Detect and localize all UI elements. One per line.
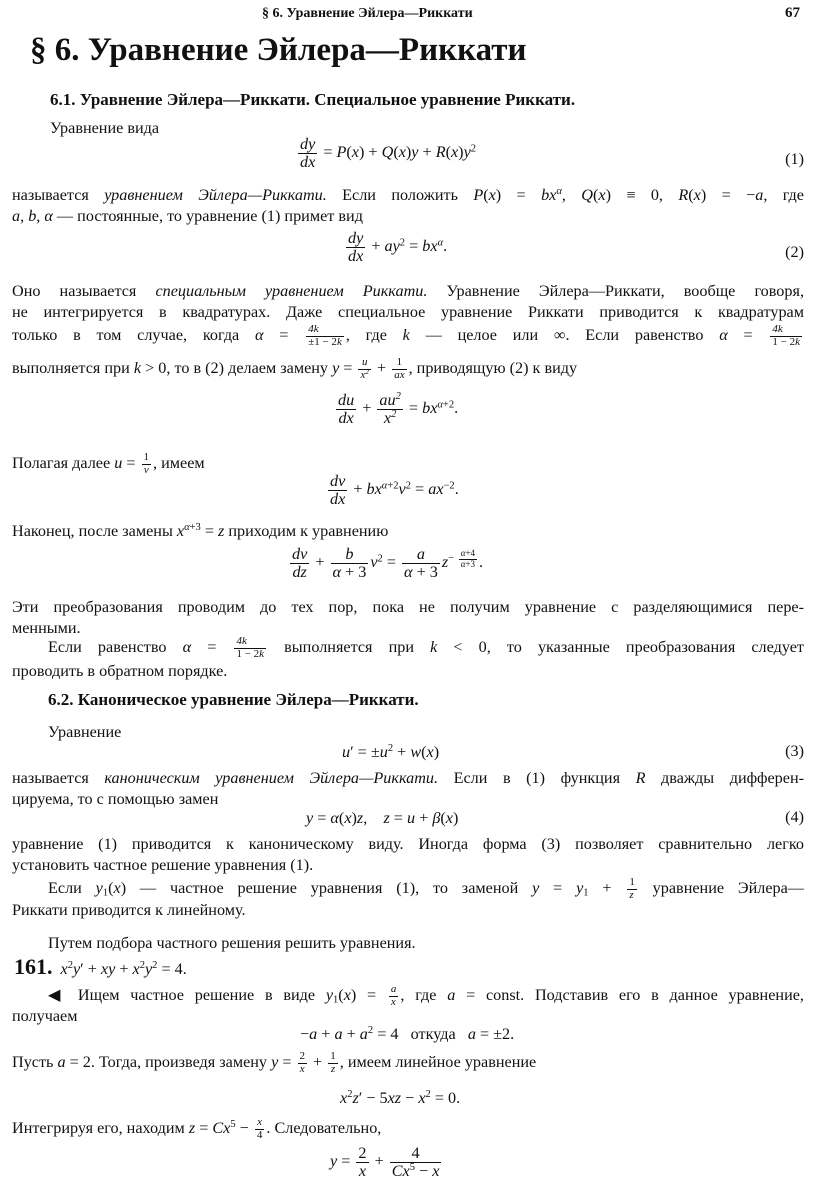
paragraph-intro: Уравнение вида [50, 119, 160, 137]
exercise-number: 161. [14, 954, 53, 979]
equation-solution: y = $\frac{2}{x}$ + $\frac{4}{Cx^5 - x}$ [330, 1144, 440, 1180]
section-title: § 6. Уравнение Эйлера—Риккати [30, 32, 527, 68]
equation-2: $\frac{dy}{dx}$ + $ay^2 = bx^\alpha$. [348, 229, 448, 265]
exercise-161: 161. $x^2y'$ + xy + $x^2y^2 = 4$. [14, 954, 187, 979]
equation-3: $u' = \pm u^2 + w(x)$ [342, 743, 440, 761]
text-line: Интегрируя его, находим $z = Cx^5$ − $\frac{x}{4}$ . Следовательно, [12, 1116, 382, 1141]
text-line: ◀ Ищем частное решение в виде $y_1(x)$ = $\frac{a}{x}$ , где a = const. Подставив его в данное уравнение, [48, 983, 804, 1008]
equation-number-1: (1) [785, 150, 804, 168]
text-line: Наконец, после замены $x^{\alpha+3} = z$ приходим к уравнению [12, 522, 389, 540]
text-line: Эти преобразования проводим до тех пор, пока не получим уравнение с разделяющимися пере- [12, 598, 804, 616]
text-line: менными. [12, 619, 81, 637]
equation-transformed-v: $\frac{dv}{dx}$ + $bx^{\alpha+2}v^2 = ax^{-2}$. [330, 472, 459, 508]
text-line: уравнение (1) приводится к каноническому виду. Иногда форма (3) позволяет сравнительно легко [12, 835, 804, 853]
text-line: получаем [12, 1007, 78, 1025]
equation-number-2: (2) [785, 243, 804, 261]
text-line: a, b, α — постоянные, то уравнение (1) примет вид [12, 207, 363, 225]
equation-number-4: (4) [785, 808, 804, 826]
text-line: Если $y_1(x)$ — частное решение уравнения (1), то заменой $y = y_1$ + $\frac{1}{z}$ уравнение Эйлера— [48, 876, 804, 901]
subsection-title-6-1: 6.1. Уравнение Эйлера—Риккати. Специальное уравнение Риккати. [50, 90, 576, 109]
text-line: цируема, то с помощью замен [12, 790, 219, 808]
text-line: называется уравнением Эйлера—Риккати. Если положить $P(x) = bx^\alpha$, Q(x) ≡ 0, R(x) = −a, где [12, 186, 804, 204]
text-line: не интегрируется в квадратурах. Даже специальное уравнение Риккати приводится к квадратурам [12, 303, 804, 321]
text-line: называется каноническим уравнением Эйлера—Риккати. Если в (1) функция R дважды дифферен- [12, 769, 805, 787]
equation-a-values: $-a + a + a^2 = 4$ откуда a = ±2. [300, 1025, 515, 1043]
text-line: Оно называется специальным уравнением Риккати. Уравнение Эйлера—Риккати, вообще говоря, [12, 282, 804, 300]
equation-4: y = α(x)z, z = u + β(x) [306, 809, 459, 827]
equation-transformed-z: $\frac{dv}{dz}$ + $\frac{b}{\alpha + 3}$ $v^2$ = $\frac{a}{\alpha + 3}$ $z^{- \frac{\alpha+4}{\alpha+3}}$ . [292, 545, 484, 581]
text-line: Если равенство α = $\frac{4k}{1 - 2k}$ выполняется при k < 0, то указанные преобразования следует [48, 635, 804, 660]
equation-linear: $x^2z' - 5xz - x^2 = 0$. [340, 1089, 461, 1107]
equation-1: $\frac{dy}{dx}$ = $P(x) + Q(x)y + R(x)y^2$ [300, 135, 477, 171]
text-line: только в том случае, когда α = $\frac{4k}{\pm 1 - 2k}$ , где k — целое или ∞. Если равенство α = $\frac{4k}{1 - 2k}$ [12, 323, 800, 348]
subsection-title-6-2: 6.2. Каноническое уравнение Эйлера—Риккати. [48, 690, 419, 709]
text-line: установить частное решение уравнения (1). [12, 856, 314, 874]
page-number: 67 [785, 5, 800, 21]
equation-transformed-u: $\frac{du}{dx}$ + $\frac{au^2}{x^2}$ = $bx^{\alpha+2}$. [338, 391, 459, 427]
text-line: выполняется при k > 0, то в (2) делаем замену y = $\frac{u}{x^2}$ + $\frac{1}{ax}$ , приводящую (2) к виду [12, 356, 578, 381]
equation-number-3: (3) [785, 742, 804, 760]
text-line: проводить в обратном порядке. [12, 662, 228, 680]
text-line: Пусть a = 2. Тогда, произведя замену y = $\frac{2}{x}$ + $\frac{1}{z}$ , имеем линейное уравнение [12, 1050, 537, 1075]
running-header-title: § 6. Уравнение Эйлера—Риккати [262, 6, 473, 21]
exercise-intro: Путем подбора частного решения решить уравнения. [48, 934, 416, 952]
paragraph-intro: Уравнение [48, 723, 122, 741]
text-line: Риккати приводится к линейному. [12, 901, 246, 919]
text-line: Полагая далее u = $\frac{1}{v}$ , имеем [12, 451, 205, 476]
